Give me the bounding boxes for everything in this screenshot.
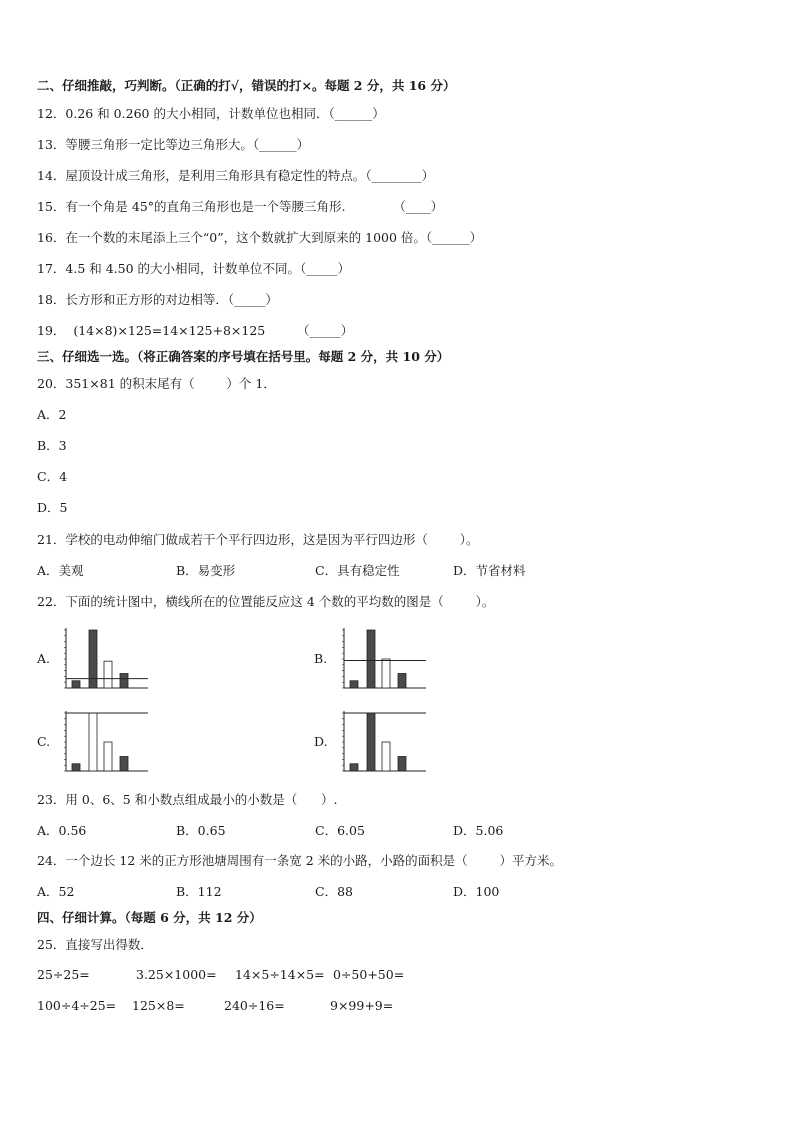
question-25: 25．直接写出得数． [37, 937, 153, 952]
section-4-heading: 四、仔细计算。（每题 6 分，共 12 分） [37, 910, 262, 925]
chart-b-label: B. [314, 651, 328, 666]
question-23-option-d: D．5.06 [453, 823, 504, 838]
question-17: 17．4.5 和 4.50 的大小相同，计数单位不同。（_____） [37, 261, 351, 276]
bar-4 [120, 674, 128, 689]
calc-4: 0÷50+50= [333, 967, 405, 982]
question-24: 24．一个边长 12 米的正方形池塘周围有一条宽 2 米的小路，小路的面积是（ ）平方米。 [37, 853, 562, 868]
calc-7: 240÷16= [224, 998, 285, 1013]
bar-1 [72, 681, 80, 688]
chart-a [62, 627, 152, 691]
section-2-heading: 二、仔细推敲，巧判断。（正确的打√，错误的打×。每题 2 分，共 16 分） [37, 78, 456, 93]
bar-3 [382, 659, 390, 688]
chart-d [340, 710, 430, 774]
bar-1 [72, 764, 80, 771]
question-21-option-c: C．具有稳定性 [315, 563, 400, 578]
question-20-option-d: D．5 [37, 500, 68, 515]
calc-3: 14×5÷14×5= [235, 967, 325, 982]
question-24-option-c: C．88 [315, 884, 353, 899]
question-18: 18．长方形和正方形的对边相等．（_____） [37, 292, 278, 307]
question-13: 13．等腰三角形一定比等边三角形大。（______） [37, 137, 310, 152]
bar-4 [398, 674, 406, 689]
question-24-option-d: D．100 [453, 884, 500, 899]
question-23: 23．用 0、6、5 和小数点组成最小的小数是（ ）. [37, 792, 338, 807]
bar-2 [367, 713, 375, 771]
question-20-option-a: A．2 [37, 407, 67, 422]
chart-a-label: A. [37, 651, 51, 666]
question-16: 16．在一个数的末尾添上三个“0”，这个数就扩大到原来的 1000 倍。（______） [37, 230, 483, 245]
section-3-heading: 三、仔细选一选。（将正确答案的序号填在括号里。每题 2 分，共 10 分） [37, 349, 450, 364]
question-23-option-c: C．6.05 [315, 823, 365, 838]
chart-b [340, 627, 430, 691]
bar-1 [350, 764, 358, 771]
question-12: 12．0.26 和 0.260 的大小相同，计数单位也相同．（______） [37, 106, 385, 121]
question-24-option-b: B．112 [176, 884, 222, 899]
bar-3 [104, 742, 112, 771]
question-21: 21．学校的电动伸缩门做成若干个平行四边形，这是因为平行四边形（ ）。 [37, 532, 479, 547]
bar-2 [89, 713, 97, 771]
bar-2 [367, 630, 375, 688]
bar-3 [382, 742, 390, 771]
question-20-option-b: B．3 [37, 438, 67, 453]
bar-1 [350, 681, 358, 688]
calc-8: 9×99+9= [330, 998, 394, 1013]
question-20: 20．351×81 的积末尾有（ ）个 1． [37, 376, 276, 391]
question-20-option-c: C．4 [37, 469, 68, 484]
calc-5: 100÷4÷25= [37, 998, 117, 1013]
chart-c [62, 710, 152, 774]
question-21-option-a: A．美观 [37, 563, 84, 578]
chart-d-label: D. [314, 734, 328, 749]
bar-4 [120, 757, 128, 772]
calc-2: 3.25×1000= [136, 967, 217, 982]
question-21-option-b: B．易变形 [176, 563, 236, 578]
question-23-option-b: B．0.65 [176, 823, 226, 838]
calc-1: 25÷25= [37, 967, 90, 982]
bar-4 [398, 757, 406, 772]
bar-2 [89, 630, 97, 688]
question-14: 14．屋顶设计成三角形，是利用三角形具有稳定性的特点。（________） [37, 168, 435, 183]
bar-3 [104, 661, 112, 688]
question-19: 19． (14×8)×125=14×125+8×125 （_____） [37, 323, 354, 338]
question-15: 15．有一个角是 45°的直角三角形也是一个等腰三角形. （____） [37, 199, 444, 214]
question-21-option-d: D．节省材料 [453, 563, 526, 578]
question-23-option-a: A．0.56 [37, 823, 87, 838]
question-24-option-a: A．52 [37, 884, 75, 899]
chart-c-label: C. [37, 734, 51, 749]
calc-6: 125×8= [132, 998, 185, 1013]
question-22: 22．下面的统计图中，横线所在的位置能反应这 4 个数的平均数的图是（ ）。 [37, 594, 495, 609]
